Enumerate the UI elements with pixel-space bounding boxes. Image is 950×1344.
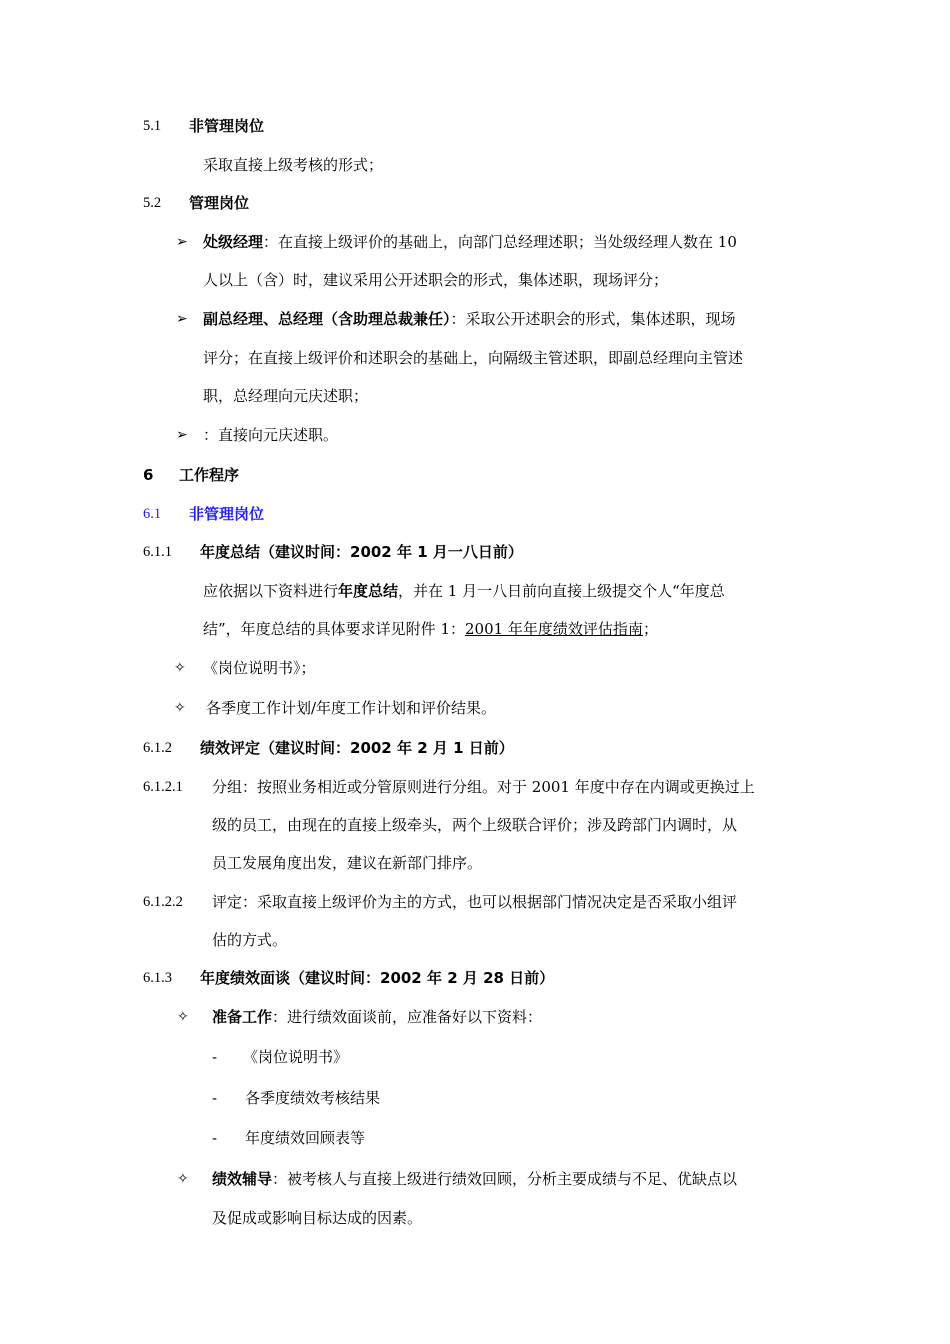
section-heading: 工作程序	[179, 466, 240, 484]
list-item: 各季度绩效考核结果	[245, 1089, 381, 1107]
paragraph-line: 职，总经理向元庆述职；	[203, 387, 369, 405]
paragraph-line: 分组：按照业务相近或分管原则进行分组。对于 2001 年度中存在内调或更换过上	[212, 778, 755, 796]
paragraph-line: 及促成或影响目标达成的因素。	[212, 1209, 423, 1227]
paragraph-line: 评分；在直接上级评价和述职会的基础上，向隔级主管述职，即副总经理向主管述	[203, 349, 744, 367]
paragraph-line: 人以上（含）时，建议采用公开述职会的形式，集体述职，现场评分；	[203, 271, 669, 289]
list-item: ：直接向元庆述职。	[203, 426, 339, 444]
section-number: 5.2	[143, 195, 162, 211]
dash-bullet: -	[212, 1048, 218, 1066]
section-number: 5.1	[143, 118, 162, 134]
paragraph-line	[203, 619, 658, 639]
appendix-link[interactable]: 2001 年年度绩效评估指南	[464, 620, 643, 638]
section-heading: 绩效评定（建议时间：2002 年 2 月 1 日前）	[200, 739, 514, 757]
list-item	[212, 1169, 737, 1189]
paragraph-line: 级的员工，由现在的直接上级牵头，两个上级联合评价；涉及跨部门内调时，从	[212, 816, 738, 834]
bullet-label: 准备工作	[212, 1008, 273, 1026]
section-heading: 年度绩效面谈（建议时间：2002 年 2 月 28 日前）	[200, 969, 555, 987]
text-run: 结”，年度总结的具体要求详见附件 1：	[203, 620, 465, 638]
section-heading: 年度总结（建议时间：2002 年 1 月一八日前）	[200, 543, 523, 561]
text-run-bold: 年度总结	[338, 582, 399, 600]
paragraph-line: 估的方式。	[212, 931, 288, 949]
section-number: 6.1.1	[143, 544, 172, 560]
list-item	[212, 1007, 542, 1027]
bullet-text: ：采取公开述职会的形式，集体述职，现场	[450, 310, 736, 328]
list-item	[203, 309, 736, 329]
bullet-text: ：进行绩效面谈前，应准备好以下资料：	[272, 1008, 543, 1026]
section-number: 6.1.2	[143, 740, 172, 756]
text-run: 应依据以下资料进行	[203, 582, 339, 600]
section-number: 6.1	[143, 506, 162, 522]
arrow-bullet-icon: ➢	[176, 427, 188, 443]
arrow-bullet-icon: ➢	[176, 311, 188, 327]
list-item	[203, 232, 737, 252]
dash-bullet: -	[212, 1089, 218, 1107]
diamond-bullet-icon: ✧	[174, 700, 186, 716]
section-heading: 管理岗位	[189, 194, 250, 212]
bullet-text: ：在直接上级评价的基础上，向部门总经理述职；当处级经理人数在 10	[263, 233, 737, 251]
list-item: 《岗位说明书》	[243, 1048, 349, 1066]
arrow-bullet-icon: ➢	[176, 234, 188, 250]
diamond-bullet-icon: ✧	[177, 1171, 189, 1187]
section-number: 6.1.3	[143, 970, 172, 986]
bullet-label: 副总经理、总经理（含助理总裁兼任）	[203, 310, 451, 328]
bullet-label: 绩效辅导	[212, 1170, 273, 1188]
bullet-text: ：被考核人与直接上级进行绩效回顾，分析主要成绩与不足、优缺点以	[272, 1170, 738, 1188]
paragraph: 采取直接上级考核的形式；	[203, 156, 384, 174]
dash-bullet: -	[212, 1129, 218, 1147]
text-run: ，并在 1 月一八日前向直接上级提交个人“年度总	[398, 582, 725, 600]
section-number: 6	[143, 466, 154, 484]
paragraph-line: 评定：采取直接上级评价为主的方式，也可以根据部门情况决定是否采取小组评	[212, 893, 738, 911]
paragraph-line	[203, 581, 725, 601]
list-item: 各季度工作计划/年度工作计划和评价结果。	[206, 699, 497, 717]
section-number: 6.1.2.2	[143, 894, 183, 910]
paragraph-line: 员工发展角度出发，建议在新部门排序。	[212, 854, 483, 872]
diamond-bullet-icon: ✧	[174, 660, 186, 676]
list-item: 年度绩效回顾表等	[245, 1129, 366, 1147]
section-heading: 非管理岗位	[189, 117, 265, 135]
section-number: 6.1.2.1	[143, 779, 183, 795]
list-item: 《岗位说明书》；	[203, 659, 316, 677]
bullet-label: 处级经理	[203, 233, 264, 251]
text-run: ；	[642, 620, 658, 638]
diamond-bullet-icon: ✧	[177, 1009, 189, 1025]
section-heading[interactable]: 非管理岗位	[189, 505, 265, 523]
